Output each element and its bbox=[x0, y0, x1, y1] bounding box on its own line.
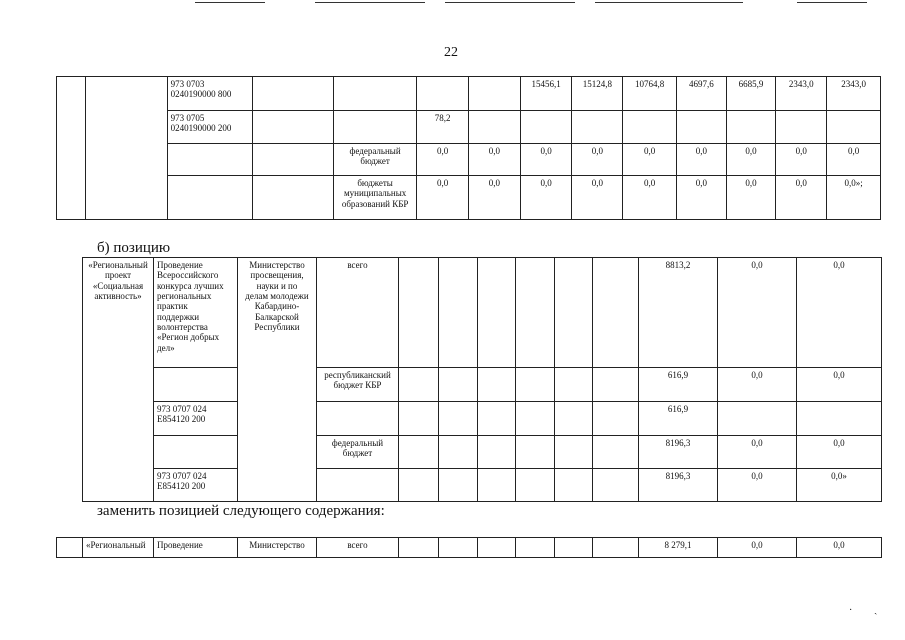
table-row: республиканский бюджет КБР 616,9 0,0 0,0 bbox=[83, 368, 882, 402]
funding-source: федеральный бюджет bbox=[334, 144, 417, 176]
replacement-table bbox=[56, 537, 882, 558]
section-heading-b: б) позицию bbox=[97, 240, 171, 256]
funding-source: всего bbox=[317, 258, 399, 368]
top-rule bbox=[797, 2, 867, 3]
table-row: 973 0705 0240190000 200 78,2 bbox=[57, 111, 881, 144]
top-rule bbox=[315, 2, 425, 3]
funding-source: республиканский бюджет КБР bbox=[317, 368, 399, 402]
table-row: федеральный бюджет 8196,3 0,0 0,0 bbox=[83, 436, 882, 469]
table-row: федеральный бюджет 0,0 0,0 0,0 0,0 0,0 0,0 0,0 0,0 0,0 bbox=[57, 144, 881, 176]
corner-mark: · bbox=[849, 605, 853, 616]
replace-instruction: заменить позицией следующего содержания: bbox=[97, 503, 385, 519]
table-row: 973 0703 0240190000 800 15456,1 15124,8 10764,8 4697,6 6685,9 2343,0 2343,0 bbox=[57, 77, 881, 111]
position-table bbox=[82, 257, 882, 502]
table-row: 973 0707 024 E854120 200 8196,3 0,0 0,0» bbox=[83, 469, 882, 502]
responsible-ministry: Министерство bbox=[238, 538, 317, 558]
table-row: «Региональный Проведение Министерство всего 8 279,1 0,0 0,0 bbox=[57, 538, 882, 558]
corner-mark: ˏ bbox=[874, 604, 878, 615]
funding-source: федеральный бюджет bbox=[317, 436, 399, 469]
project-name: «Региональный bbox=[83, 538, 154, 558]
project-name: «Региональный проект «Социальная активность» bbox=[83, 258, 154, 502]
top-rule bbox=[445, 2, 575, 3]
top-rule bbox=[595, 2, 743, 3]
table-row: 973 0707 024 E854120 200 616,9 bbox=[83, 402, 882, 436]
responsible-ministry: Министерство просвещения, науки и по делам молодежи Кабардино- Балкарской Республики bbox=[238, 258, 317, 502]
top-rule bbox=[195, 2, 265, 3]
budget-code: 973 0707 024 E854120 200 bbox=[154, 402, 238, 436]
table-row: бюджеты муниципальных образований КБР 0,0 0,0 0,0 0,0 0,0 0,0 0,0 0,0 0,0»; bbox=[57, 176, 881, 220]
budget-code: 973 0707 024 E854120 200 bbox=[154, 469, 238, 502]
table-row: «Региональный проект «Социальная активность» Проведение Всероссийского конкурса лучших региональных практик поддержки волонтерства «Регион добрых дел» Министерство просвещения, науки и по делам молодежи Кабардино- Балкарской Республики всего 8813,2 0,0 0,0 bbox=[83, 258, 882, 368]
budget-table-continuation bbox=[56, 76, 881, 220]
funding-source: всего bbox=[317, 538, 399, 558]
budget-code: 973 0703 0240190000 800 bbox=[167, 77, 252, 111]
page-number: 22 bbox=[444, 45, 458, 60]
budget-code: 973 0705 0240190000 200 bbox=[167, 111, 252, 144]
event-name: Проведение bbox=[154, 538, 238, 558]
funding-source: бюджеты муниципальных образований КБР bbox=[334, 176, 417, 220]
event-name: Проведение Всероссийского конкурса лучших региональных практик поддержки волонтерства «Регион добрых дел» bbox=[154, 258, 238, 368]
